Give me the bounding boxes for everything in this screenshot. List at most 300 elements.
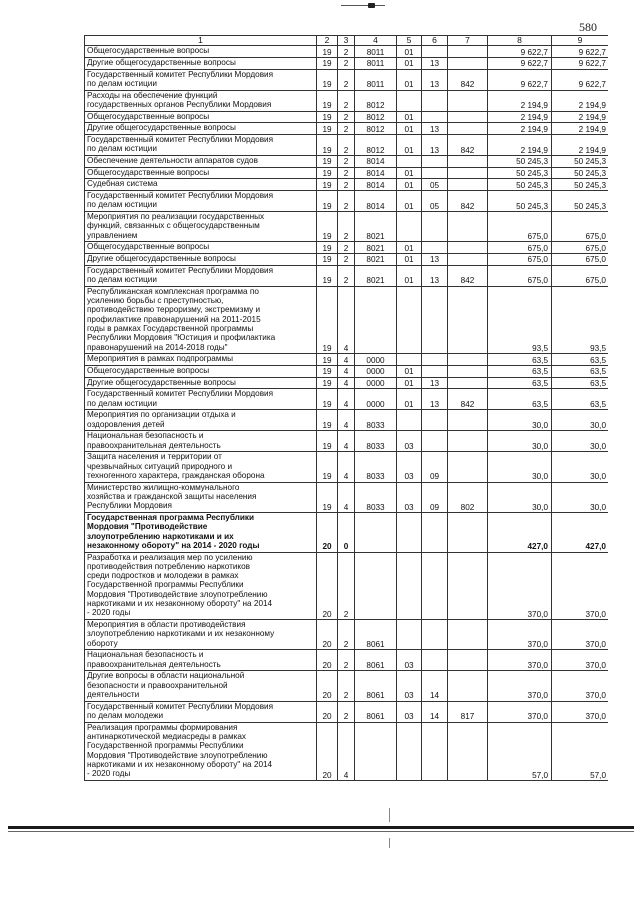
- row-code-col3: 2: [338, 69, 355, 90]
- row-code-col4: 0000: [355, 377, 397, 389]
- row-code-col2: 19: [317, 57, 338, 69]
- row-code-col5: 01: [397, 135, 422, 156]
- row-code-col4: 8061: [355, 701, 397, 722]
- row-code-col3: 2: [338, 212, 355, 242]
- row-code-col2: 20: [317, 701, 338, 722]
- row-name-cell: Национальная безопасность и правоохранительная деятельность: [85, 431, 317, 452]
- row-code-col5: 01: [397, 57, 422, 69]
- row-name-cell: Реализация программы формирования антинаркотической медиасреды в рамках Государственной программы Республики Мордовия "Противодействие злоупотреблению наркотиками и их незаконному обороту" на 2014 - 2020 годы: [85, 722, 317, 780]
- row-code-col4: 8021: [355, 242, 397, 254]
- row-code-col3: 2: [338, 701, 355, 722]
- row-code-col7: 802: [448, 482, 488, 512]
- row-code-col5: [397, 354, 422, 366]
- row-code-col7: [448, 242, 488, 254]
- row-code-col5: 01: [397, 179, 422, 191]
- row-code-col5: 03: [397, 650, 422, 671]
- row-name-cell: Государственный комитет Республики Мордовия по делам юстиции: [85, 191, 317, 212]
- row-code-col3: 4: [338, 354, 355, 366]
- row-code-col6: 14: [422, 671, 448, 701]
- row-code-col2: 19: [317, 90, 338, 111]
- row-amount-col9: 675,0: [552, 265, 609, 286]
- page-number: 580: [579, 20, 597, 34]
- table-row: [85, 365, 609, 377]
- row-code-col7: [448, 377, 488, 389]
- row-code-col4: 8021: [355, 265, 397, 286]
- row-code-col5: 01: [397, 123, 422, 135]
- row-code-col4: 8061: [355, 671, 397, 701]
- row-code-col5: 01: [397, 167, 422, 179]
- row-code-col7: [448, 452, 488, 482]
- row-code-col4: 8012: [355, 135, 397, 156]
- row-code-col3: 2: [338, 254, 355, 266]
- row-code-col2: 20: [317, 620, 338, 650]
- row-code-col4: [355, 722, 397, 780]
- header-cell-col6: 6: [422, 36, 448, 46]
- row-amount-col9: 57,0: [552, 722, 609, 780]
- table-row: [85, 722, 609, 780]
- row-code-col6: [422, 286, 448, 354]
- row-name-cell: Общегосударственные вопросы: [85, 242, 317, 254]
- table-row: [85, 650, 609, 671]
- row-code-col4: [355, 512, 397, 552]
- header-cell-col5: 5: [397, 36, 422, 46]
- row-code-col6: [422, 156, 448, 168]
- row-amount-col9: 2 194,9: [552, 123, 609, 135]
- row-code-col4: 8033: [355, 410, 397, 431]
- row-name-cell: Национальная безопасность и правоохранительная деятельность: [85, 650, 317, 671]
- row-code-col5: [397, 286, 422, 354]
- row-code-col2: 19: [317, 191, 338, 212]
- row-amount-col8: 9 622,7: [488, 46, 552, 58]
- row-code-col2: 19: [317, 286, 338, 354]
- row-code-col7: 842: [448, 191, 488, 212]
- row-code-col7: [448, 365, 488, 377]
- row-code-col6: 13: [422, 123, 448, 135]
- row-code-col7: [448, 650, 488, 671]
- table-row: [85, 512, 609, 552]
- table-row: [85, 354, 609, 366]
- row-amount-col8: 675,0: [488, 242, 552, 254]
- row-code-col7: [448, 254, 488, 266]
- row-code-col4: [355, 552, 397, 620]
- row-code-col6: [422, 431, 448, 452]
- table-row: [85, 286, 609, 354]
- row-code-col7: 842: [448, 135, 488, 156]
- row-code-col2: 19: [317, 123, 338, 135]
- row-code-col3: 2: [338, 135, 355, 156]
- row-code-col6: [422, 354, 448, 366]
- scan-artifact-line: [389, 838, 390, 848]
- row-amount-col8: 370,0: [488, 671, 552, 701]
- row-amount-col8: 63,5: [488, 354, 552, 366]
- row-name-cell: Другие вопросы в области национальной безопасности и правоохранительной деятельности: [85, 671, 317, 701]
- row-name-cell: Общегосударственные вопросы: [85, 365, 317, 377]
- row-amount-col8: 30,0: [488, 431, 552, 452]
- row-name-cell: Разработка и реализация мер по усилению противодействия потреблению наркотиков среди подростков и молодежи в рамках Государственной программы Республики Мордовия "Противодействие злоупотреблению наркотиками и их незаконному обороту" на 2014 - 2020 годы: [85, 552, 317, 620]
- row-amount-col9: 675,0: [552, 212, 609, 242]
- row-code-col6: 05: [422, 179, 448, 191]
- row-name-cell: Расходы на обеспечение функций государственных органов Республики Мордовия: [85, 90, 317, 111]
- row-code-col7: [448, 111, 488, 123]
- row-amount-col8: 63,5: [488, 389, 552, 410]
- row-code-col5: 01: [397, 69, 422, 90]
- row-amount-col8: 370,0: [488, 552, 552, 620]
- row-amount-col8: 30,0: [488, 410, 552, 431]
- row-code-col7: [448, 722, 488, 780]
- row-code-col4: [355, 286, 397, 354]
- row-code-col5: [397, 410, 422, 431]
- row-code-col3: 4: [338, 410, 355, 431]
- row-code-col6: [422, 620, 448, 650]
- row-amount-col8: 2 194,9: [488, 111, 552, 123]
- row-code-col6: 13: [422, 265, 448, 286]
- row-code-col3: 4: [338, 365, 355, 377]
- row-code-col3: 2: [338, 265, 355, 286]
- row-code-col7: [448, 123, 488, 135]
- table-body: [85, 36, 609, 781]
- table-row: [85, 431, 609, 452]
- row-code-col6: [422, 167, 448, 179]
- row-code-col3: 4: [338, 431, 355, 452]
- row-code-col6: [422, 722, 448, 780]
- row-amount-col9: 50 245,3: [552, 167, 609, 179]
- row-code-col4: 8012: [355, 123, 397, 135]
- row-amount-col9: 370,0: [552, 671, 609, 701]
- row-name-cell: Мероприятия в рамках подпрограммы: [85, 354, 317, 366]
- row-amount-col8: 63,5: [488, 377, 552, 389]
- row-amount-col8: 675,0: [488, 265, 552, 286]
- row-code-col3: 4: [338, 286, 355, 354]
- row-code-col5: [397, 552, 422, 620]
- row-code-col5: 01: [397, 389, 422, 410]
- row-amount-col9: 2 194,9: [552, 90, 609, 111]
- row-amount-col8: 50 245,3: [488, 191, 552, 212]
- row-code-col3: 2: [338, 167, 355, 179]
- row-code-col7: [448, 46, 488, 58]
- row-code-col7: [448, 410, 488, 431]
- row-amount-col9: 370,0: [552, 620, 609, 650]
- row-code-col7: 842: [448, 265, 488, 286]
- row-amount-col9: 30,0: [552, 452, 609, 482]
- row-code-col2: 19: [317, 389, 338, 410]
- row-name-cell: Судебная система: [85, 179, 317, 191]
- row-amount-col8: 63,5: [488, 365, 552, 377]
- row-code-col7: [448, 57, 488, 69]
- table-row: [85, 46, 609, 58]
- row-code-col2: 19: [317, 111, 338, 123]
- row-code-col2: 19: [317, 431, 338, 452]
- row-amount-col8: 370,0: [488, 650, 552, 671]
- row-code-col5: 03: [397, 431, 422, 452]
- row-amount-col9: 427,0: [552, 512, 609, 552]
- row-code-col7: [448, 212, 488, 242]
- table-header-row: [85, 36, 609, 46]
- header-cell-col7: 7: [448, 36, 488, 46]
- table-row: [85, 156, 609, 168]
- row-code-col4: 0000: [355, 365, 397, 377]
- table-row: [85, 389, 609, 410]
- row-code-col2: 19: [317, 156, 338, 168]
- row-code-col7: [448, 90, 488, 111]
- header-cell-col4: 4: [355, 36, 397, 46]
- row-code-col4: 8011: [355, 46, 397, 58]
- row-code-col2: 19: [317, 254, 338, 266]
- table-row: [85, 191, 609, 212]
- row-code-col3: 2: [338, 156, 355, 168]
- row-code-col6: [422, 650, 448, 671]
- table-row: [85, 482, 609, 512]
- row-code-col3: 2: [338, 46, 355, 58]
- row-name-cell: Мероприятия по реализации государственных функций, связанных с общегосударственным управлением: [85, 212, 317, 242]
- row-amount-col9: 2 194,9: [552, 135, 609, 156]
- row-amount-col8: 9 622,7: [488, 69, 552, 90]
- row-amount-col9: 50 245,3: [552, 179, 609, 191]
- row-code-col4: 8033: [355, 452, 397, 482]
- row-amount-col9: 9 622,7: [552, 57, 609, 69]
- row-amount-col8: 30,0: [488, 482, 552, 512]
- row-code-col5: 01: [397, 46, 422, 58]
- row-code-col2: 20: [317, 650, 338, 671]
- row-name-cell: Другие общегосударственные вопросы: [85, 377, 317, 389]
- row-amount-col9: 93,5: [552, 286, 609, 354]
- table-row: [85, 701, 609, 722]
- row-name-cell: Государственный комитет Республики Мордовия по делам юстиции: [85, 389, 317, 410]
- row-code-col5: [397, 212, 422, 242]
- table-row: [85, 179, 609, 191]
- row-code-col6: 13: [422, 389, 448, 410]
- row-code-col2: 19: [317, 354, 338, 366]
- row-code-col2: 19: [317, 482, 338, 512]
- row-code-col3: 4: [338, 389, 355, 410]
- table-row: [85, 452, 609, 482]
- row-code-col6: [422, 410, 448, 431]
- row-amount-col8: 9 622,7: [488, 57, 552, 69]
- row-code-col7: [448, 671, 488, 701]
- row-code-col6: 05: [422, 191, 448, 212]
- row-code-col4: 8061: [355, 650, 397, 671]
- row-code-col3: 2: [338, 671, 355, 701]
- row-amount-col8: 427,0: [488, 512, 552, 552]
- row-code-col2: 19: [317, 410, 338, 431]
- row-code-col7: [448, 552, 488, 620]
- row-amount-col9: 9 622,7: [552, 46, 609, 58]
- row-name-cell: Государственный комитет Республики Мордовия по делам молодежи: [85, 701, 317, 722]
- row-code-col6: 13: [422, 69, 448, 90]
- row-code-col4: 8014: [355, 191, 397, 212]
- scan-top-mark: [341, 2, 385, 8]
- row-code-col5: 01: [397, 265, 422, 286]
- row-code-col3: 2: [338, 90, 355, 111]
- row-code-col4: 0000: [355, 389, 397, 410]
- row-code-col3: 2: [338, 191, 355, 212]
- row-code-col3: 2: [338, 179, 355, 191]
- header-cell-col3: 3: [338, 36, 355, 46]
- row-code-col5: 01: [397, 242, 422, 254]
- row-code-col4: 8014: [355, 179, 397, 191]
- row-name-cell: Государственный комитет Республики Мордовия по делам юстиции: [85, 265, 317, 286]
- row-code-col2: 19: [317, 265, 338, 286]
- row-code-col3: 2: [338, 552, 355, 620]
- row-code-col7: [448, 286, 488, 354]
- table-row: [85, 69, 609, 90]
- row-code-col6: 09: [422, 452, 448, 482]
- row-code-col4: 8021: [355, 254, 397, 266]
- row-code-col7: [448, 179, 488, 191]
- row-code-col7: [448, 431, 488, 452]
- row-code-col7: [448, 354, 488, 366]
- row-code-col6: [422, 90, 448, 111]
- row-code-col5: [397, 620, 422, 650]
- table-row: [85, 671, 609, 701]
- row-code-col6: 13: [422, 254, 448, 266]
- row-code-col6: [422, 242, 448, 254]
- table-row: [85, 254, 609, 266]
- row-name-cell: Другие общегосударственные вопросы: [85, 254, 317, 266]
- row-code-col2: 19: [317, 135, 338, 156]
- table-row: [85, 377, 609, 389]
- row-code-col6: 13: [422, 57, 448, 69]
- row-code-col4: 8033: [355, 482, 397, 512]
- table-row: [85, 212, 609, 242]
- row-amount-col8: 370,0: [488, 620, 552, 650]
- row-amount-col9: 50 245,3: [552, 191, 609, 212]
- row-amount-col9: 9 622,7: [552, 69, 609, 90]
- row-code-col5: [397, 722, 422, 780]
- bottom-border-rule: [8, 826, 634, 829]
- row-amount-col8: 50 245,3: [488, 167, 552, 179]
- row-code-col2: 20: [317, 552, 338, 620]
- header-cell-col2: 2: [317, 36, 338, 46]
- row-code-col2: 20: [317, 722, 338, 780]
- row-amount-col8: 2 194,9: [488, 135, 552, 156]
- budget-table: [84, 35, 608, 781]
- table-row: [85, 135, 609, 156]
- row-amount-col8: 50 245,3: [488, 179, 552, 191]
- row-code-col4: 8033: [355, 431, 397, 452]
- row-code-col4: 8011: [355, 69, 397, 90]
- row-code-col4: 8061: [355, 620, 397, 650]
- row-code-col6: 13: [422, 377, 448, 389]
- row-code-col3: 2: [338, 620, 355, 650]
- row-name-cell: Обеспечение деятельности аппаратов судов: [85, 156, 317, 168]
- row-code-col7: 842: [448, 389, 488, 410]
- row-name-cell: Республиканская комплексная программа по усилению борьбы с преступностью, противодействию терроризму, экстремизму и профилактике правонарушений на 2011-2015 годы в рамках Государственной программы Республики Мордовия "Юстиция и профилактика правонарушений на 2014-2018 годы": [85, 286, 317, 354]
- row-code-col4: 0000: [355, 354, 397, 366]
- row-code-col3: 2: [338, 123, 355, 135]
- row-code-col6: [422, 365, 448, 377]
- row-code-col2: 19: [317, 242, 338, 254]
- row-amount-col9: 63,5: [552, 365, 609, 377]
- row-amount-col9: 675,0: [552, 242, 609, 254]
- row-code-col4: 8011: [355, 57, 397, 69]
- row-amount-col8: 675,0: [488, 212, 552, 242]
- row-code-col4: 8014: [355, 156, 397, 168]
- row-name-cell: Общегосударственные вопросы: [85, 111, 317, 123]
- row-code-col7: [448, 167, 488, 179]
- row-code-col4: 8012: [355, 90, 397, 111]
- row-code-col5: 03: [397, 452, 422, 482]
- row-amount-col8: 2 194,9: [488, 90, 552, 111]
- row-name-cell: Общегосударственные вопросы: [85, 46, 317, 58]
- row-name-cell: Мероприятия по организации отдыха и оздоровления детей: [85, 410, 317, 431]
- bottom-border-rule-thin: [8, 831, 634, 832]
- scan-artifact-line: [389, 808, 390, 822]
- row-amount-col9: 63,5: [552, 377, 609, 389]
- row-name-cell: Министерство жилищно-коммунального хозяйства и гражданской защиты населения Республики Мордовия: [85, 482, 317, 512]
- row-code-col6: [422, 512, 448, 552]
- row-amount-col8: 57,0: [488, 722, 552, 780]
- row-code-col5: 01: [397, 254, 422, 266]
- row-name-cell: Другие общегосударственные вопросы: [85, 57, 317, 69]
- row-code-col2: 19: [317, 69, 338, 90]
- row-amount-col9: 2 194,9: [552, 111, 609, 123]
- row-code-col5: 03: [397, 482, 422, 512]
- header-cell-col9: 9: [552, 36, 609, 46]
- table-row: [85, 123, 609, 135]
- row-code-col4: 8021: [355, 212, 397, 242]
- row-code-col4: 8014: [355, 167, 397, 179]
- row-code-col3: 2: [338, 57, 355, 69]
- row-code-col7: [448, 156, 488, 168]
- row-code-col2: 19: [317, 179, 338, 191]
- row-code-col2: 19: [317, 212, 338, 242]
- row-name-cell: Другие общегосударственные вопросы: [85, 123, 317, 135]
- table-row: [85, 167, 609, 179]
- row-amount-col8: 675,0: [488, 254, 552, 266]
- row-name-cell: Государственный комитет Республики Мордовия по делам юстиции: [85, 69, 317, 90]
- row-name-cell: Защита населения и территории от чрезвычайных ситуаций природного и техногенного характера, гражданская оборона: [85, 452, 317, 482]
- row-code-col5: 01: [397, 191, 422, 212]
- row-code-col5: 01: [397, 377, 422, 389]
- row-name-cell: Мероприятия в области противодействия злоупотреблению наркотиками и их незаконному обороту: [85, 620, 317, 650]
- row-code-col7: 817: [448, 701, 488, 722]
- row-code-col6: [422, 46, 448, 58]
- row-name-cell: Общегосударственные вопросы: [85, 167, 317, 179]
- row-code-col2: 19: [317, 365, 338, 377]
- row-amount-col9: 63,5: [552, 354, 609, 366]
- row-code-col3: 2: [338, 650, 355, 671]
- row-code-col2: 19: [317, 377, 338, 389]
- row-name-cell: Государственный комитет Республики Мордовия по делам юстиции: [85, 135, 317, 156]
- table-row: [85, 265, 609, 286]
- row-code-col7: [448, 620, 488, 650]
- row-amount-col9: 50 245,3: [552, 156, 609, 168]
- row-code-col2: 19: [317, 167, 338, 179]
- table-row: [85, 620, 609, 650]
- row-code-col6: [422, 552, 448, 620]
- table-row: [85, 111, 609, 123]
- row-code-col2: 20: [317, 512, 338, 552]
- row-code-col3: 4: [338, 482, 355, 512]
- row-amount-col9: 370,0: [552, 552, 609, 620]
- table-row: [85, 552, 609, 620]
- row-amount-col9: 675,0: [552, 254, 609, 266]
- row-amount-col9: 30,0: [552, 431, 609, 452]
- table-row: [85, 242, 609, 254]
- row-code-col3: 4: [338, 452, 355, 482]
- row-code-col5: [397, 156, 422, 168]
- row-amount-col8: 370,0: [488, 701, 552, 722]
- row-code-col7: 842: [448, 69, 488, 90]
- table-row: [85, 90, 609, 111]
- row-code-col5: [397, 90, 422, 111]
- row-name-cell: Государственная программа Республики Мордовия "Противодействие злоупотреблению наркотиками и их незаконному обороту" на 2014 - 2020 годы: [85, 512, 317, 552]
- row-code-col7: [448, 512, 488, 552]
- row-code-col6: 09: [422, 482, 448, 512]
- header-cell-col1: 1: [85, 36, 317, 46]
- row-amount-col8: 93,5: [488, 286, 552, 354]
- row-amount-col9: 30,0: [552, 410, 609, 431]
